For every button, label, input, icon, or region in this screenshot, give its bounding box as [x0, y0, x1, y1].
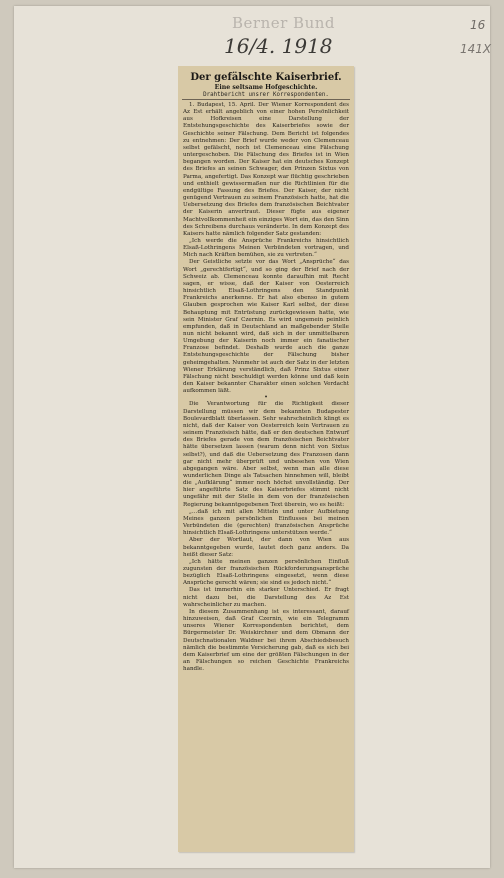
article-quote: „…daß ich mit allen Mitteln und unter Aufbietung Meines ganzen persönlichen Einflusses bei meinen Verbündeten die (gerechten) französischen Ansprüche hinsichtlich Elsaß-Lothringens unterstützen werde.“ — [183, 508, 349, 537]
article-paragraph: In diesem Zusammenhang ist es interessant, darauf hinzuweisen, daß Graf Czernin, wie ein Telegramm unseres Wiener Korrespondenten berichtet, dem Bürgermeister Dr. Weiskirchner und dem Obmann der Deutschnationalen Waldner bei ihrem Abschiedsbesuch nämlich die bestimmte Versicherung gab, daß es sich bei dem Kaiserbrief um eine der größten Fälschungen in der an Fälschungen so reichen Geschichte Frankreichs handle. — [183, 608, 349, 673]
article-headline: Der gefälschte Kaiserbrief. — [190, 72, 342, 83]
reference-code: 141X — [460, 42, 492, 56]
article-dateline: Drahtbericht unsrer Korrespondenten. — [182, 92, 350, 100]
article-paragraph: Aber der Wortlaut, der dann von Wien aus bekanntgegeben wurde, lautet doch ganz anders. Da heißt dieser Satz: — [183, 537, 349, 558]
article-paragraph: Die Verantwortung für die Richtigkeit dieser Darstellung müssen wir dem bekannten Budapester Boulevardblatt überlassen. Sehr wahrscheinlich klingt es nicht, daß der Kaiser von Oesterreich kein Vertrauen zu seinem Französisch hätte, daß er den deutschen Entwurf des Briefes gerade von dem französischen Beichtvater hätte übersetzen lassen (warum denn nicht von Sixtus selbst?), und daß die Uebersetzung des Franzosen dann gar nicht mehr überprüft und unbesehen von Wien abgegangen wäre. Aber selbst, wenn man alle diese wunderlichen Dinge als Tatsachen hinnehmen will, bleibt die „Aufklärung“ immer noch höchst unvollständig. Der hier angeführte Satz des Kaiserbriefes stimmt nicht ungefähr mit der Stelle in dem von der französischen Regierung bekanntgegebenen Text überein, wo es heißt: — [183, 401, 349, 508]
article-paragraph: Der Geistliche setzte vor das Wort „Ansprüche“ das Wort „gerechtfertigt“, und so ging der Brief nach der Schweiz ab. Clemenceau konnte daraufhin mit Recht sagen, er wisse, daß der Kaiser von Oesterreich hinsichtlich Elsaß-Lothringens den Standpunkt Frankreichs anerkenne. Er hat also ebenso in gutem Glauben gesprochen wie Kaiser Karl selbst, der diese Behauptung mit Entrüstung zurückgewiesen hatte, wie sein Minister Graf Czernin. Es wird ungemein peinlich empfunden, daß in Deutschland an maßgebender Stelle nun nicht bekannt wird, daß sich in der unmittelbaren Umgebung der Kaiserin noch immer ein fanatischer Franzose befindet. Deshalb wurde auch die ganze Entstehungsgeschichte der Fälschung bisher geheimgehalten. Nunmehr ist auch der Satz in der letzten Wiener Erklärung verständlich, daß Prinz Sixtus einer Fälschung nicht beschuldigt werden könne und daß kein den Kaiser bekannter Charakter einen solchen Verdacht aufkommen läßt. — [183, 259, 349, 395]
handwritten-date: 16/4. 1918 — [224, 34, 333, 58]
reference-number: 16 — [470, 18, 486, 32]
newspaper-stamp: Berner Bund — [232, 14, 335, 32]
article-quote: „Ich hätte meinen ganzen persönlichen Einfluß zugunsten der französischen Rückforderungsansprüche bezüglich Elsaß-Lothringens eingesetzt, wenn diese Ansprüche gerecht wären; sie sind es jedoch nicht.“ — [183, 558, 349, 587]
section-separator: • — [264, 394, 268, 402]
article-subhead: Eine seltsame Hofgeschichte. — [214, 84, 318, 91]
newspaper-clipping — [178, 66, 354, 852]
article-quote: „Ich werde die Ansprüche Frankreichs hinsichtlich Elsaß-Lothringens Meinen Verbündeten vortragen, und Mich nach Kräften bemühen, sie zu vertreten.“ — [183, 237, 349, 259]
article-paragraph: 1. Budapest, 15. April. Der Wiener Korrespondent des Az Est erhält angeblich von einer hohen Persönlichkeit aus Hofkreisen eine Darstellung der Entstehungsgeschichte des Kaiserbriefes sowie der Geschichte seiner Fälschung. Dem Bericht ist folgendes zu entnehmen: Der Brief wurde weder von Clemenceau selbst gefälscht, noch ist Clemenceau eine Fälschung untergeschoben. Die Fälschung des Briefes ist in Wien begangen worden. Der Kaiser hat ein deutsches Konzept des Briefes an seinen Schwager, den Prinzen Sixtus von Parma, angefertigt. Das Konzept war flüchtig geschrieben und enthielt gewissermaßen nur die Richtlinien für die endgültige Fassung des Briefes. Der Kaiser, der nicht genügend Vertrauen zu seinem Französisch hatte, hat die Uebersetzung des Briefes dem französischen Beichtvater der Kaiserin anvertraut. Dieser fügte aus eigener Machtvollkommenheit ein einziges Wort ein, das den Sinn des Schreibens durchaus veränderte. In dem Konzept des Kaisers hatte nämlich folgender Satz gestanden: — [183, 102, 349, 237]
article-paragraph: Das ist immerhin ein starker Unterschied. Er fragt nicht dazu bei, die Darstellung des Az Est wahrscheinlicher zu machen. — [183, 587, 349, 608]
